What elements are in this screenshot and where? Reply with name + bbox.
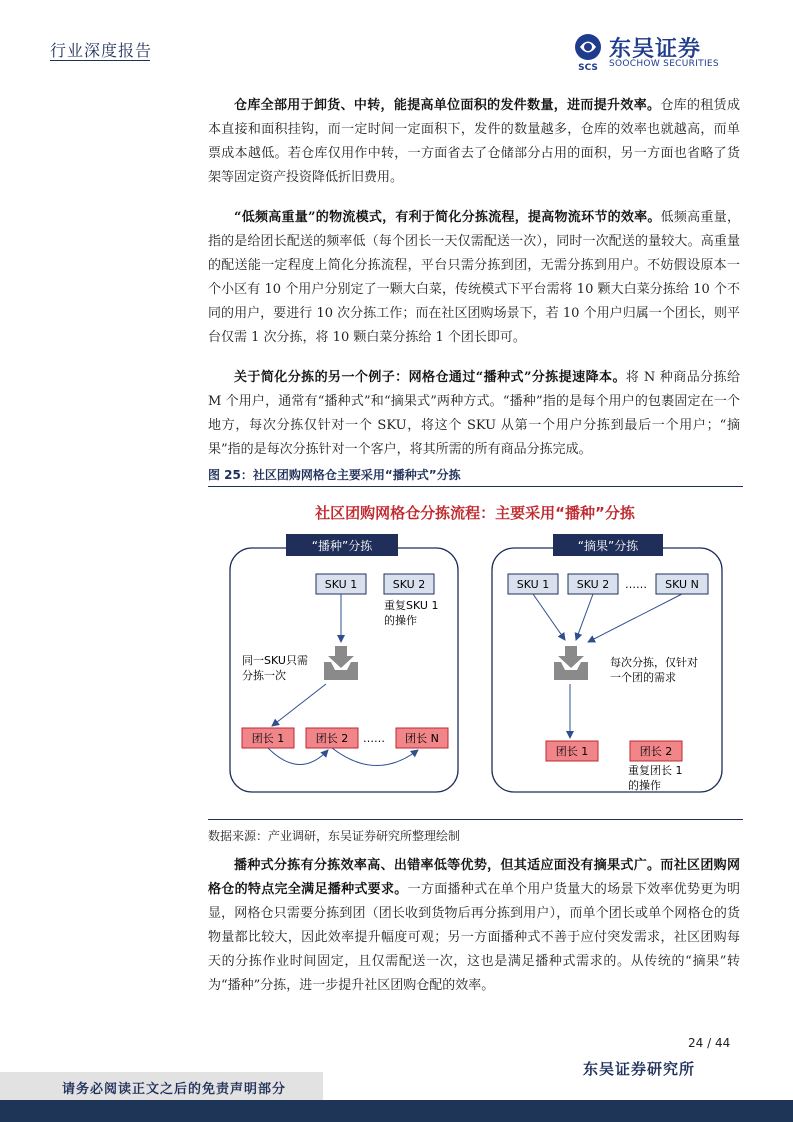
left-panel-label: “播种”分拣 [311, 539, 373, 553]
diagram-title: 社区团购网格仓分拣流程：主要采用“播种”分拣 [315, 504, 635, 522]
left-side-note-2: 分拣一次 [242, 669, 286, 682]
figure-rule-top [208, 486, 743, 487]
left-sku-2-label: SKU 2 [392, 578, 426, 591]
left-leader-n-label: 团长 N [405, 732, 439, 745]
right-arrow-sku-2 [576, 594, 593, 640]
right-side-note-2: 一个团的需求 [610, 671, 676, 684]
left-sort-icon [324, 646, 358, 680]
paragraph-2-body: 低频高重量，指的是给团长配送的频率低（每个团长一天仅需配送一次），同时一次配送的量较大。高重量的配送能一定程度上简化分拣流程，平台只需分拣到团，无需分拣到用户。不妨假设原本一个小区有 10 个用户分别定了一颗大白菜，传统模式下平台需将 10 颗大白菜分拣给 10 个不同的用户，要进行 10 次分拣工作；而在社区团购场景下，若 10 个用户归属一个团长，则平台仅需 1 次分拣，将 10 颗白菜分拣给 1 个团长即可。 [208, 210, 740, 345]
left-repeat-note-2: 的操作 [384, 614, 417, 627]
left-flow-arc-1 [268, 748, 328, 765]
left-leader-1-label: 团长 1 [251, 732, 285, 745]
right-sort-icon [554, 646, 588, 680]
right-repeat-note-2: 的操作 [628, 779, 661, 792]
right-leader-2-label: 团长 2 [639, 745, 673, 758]
paragraph-2-lead: “低频高重量”的物流模式，有利于简化分拣流程，提高物流环节的效率。 [234, 210, 661, 225]
logo-cn: 东吴证券 [609, 37, 702, 62]
paragraph-1 [208, 94, 740, 190]
right-ellipsis: …… [625, 578, 647, 591]
left-flow-arc-2 [332, 748, 418, 766]
right-side-note-1: 每次分拣，仅针对 [610, 656, 698, 669]
right-arrow-sku-n [588, 594, 682, 642]
paragraph-2 [208, 206, 740, 350]
figure-rule-bottom [208, 819, 743, 820]
institute-name: 东吴证券研究所 [583, 1060, 696, 1078]
right-repeat-note-1: 重复团长 1 [628, 764, 683, 777]
right-sku-2-label: SKU 2 [576, 578, 610, 591]
paragraph-3-body: 将 N 种商品分拣给 M 个用户，通常有“播种式”和“摘果式”两种方式。“播种”指的是每个用户的包裹固定在一个地方，每次分拣仅针对一个 SKU，将这个 SKU 从第一个用户分拣到最后一个用户；“摘果”指的是每次分拣针对一个客户，将其所需的所有商品分拣完成。 [208, 370, 740, 457]
figure-caption: 图 25：社区团购网格仓主要采用“播种式”分拣 [208, 468, 461, 482]
left-sort-arrow [272, 684, 326, 726]
right-leader-1-label: 团长 1 [555, 745, 589, 758]
sorting-diagram [208, 488, 743, 818]
paragraph-1-lead: 仓库全部用于卸货、中转，能提高单位面积的发件数量，进而提升效率。 [234, 98, 661, 113]
footer-band [0, 1100, 793, 1122]
right-panel-label: “摘果”分拣 [577, 539, 639, 553]
report-type: 行业深度报告 [50, 41, 153, 60]
paragraph-3 [208, 366, 740, 462]
left-side-note-1: 同一SKU只需 [242, 654, 308, 667]
left-repeat-note-1: 重复SKU 1 [384, 599, 439, 612]
paragraph-1-body: 仓库的租赁成本直接和面积挂钩，而一定时间一定面积下，发件的数量越多，仓库的效率也就越高，而单票成本越低。若仓库仅用作中转，一方面省去了仓储部分占用的面积，另一方面也省略了货架等固定资产投资降低折旧费用。 [208, 98, 740, 185]
figure-source: 数据来源：产业调研，东吴证券研究所整理绘制 [208, 829, 461, 843]
paragraph-4-body: 一方面播种式在单个用户货量大的场景下效率优势更为明显，网格仓只需要分拣到团（团长收到货物后再分拣到用户），而单个团长或单个网格仓的货物量都比较大，因此效率提升幅度可观；另一方面播种式不善于应付突发需求，社区团购每天的分拣作业时间固定，且仅需配送一次，这也是满足播种式需求的。从传统的“摘果”转为“播种”分拣，进一步提升社区团购仓配的效率。 [208, 882, 740, 993]
right-sku-n-label: SKU N [665, 578, 699, 591]
disclaimer-text: 请务必阅读正文之后的免责声明部分 [62, 1082, 287, 1097]
company-logo [571, 32, 741, 72]
right-arrow-sku-1 [533, 594, 565, 640]
logo-mark-text: SCS [578, 63, 598, 72]
left-leader-2-label: 团长 2 [315, 732, 349, 745]
logo-en: SOOCHOW SECURITIES [609, 59, 719, 69]
header-underline [50, 60, 150, 61]
page-number: 24 / 44 [688, 1036, 731, 1050]
logo-mark-icon [571, 32, 607, 72]
right-sku-1-label: SKU 1 [516, 578, 550, 591]
left-ellipsis: …… [363, 732, 385, 745]
paragraph-4-lead: 播种式分拣有分拣效率高、出错率低等优势，但其适应面没有摘果式广。而社区团购网格仓的特点完全满足播种式要求。 [208, 858, 740, 897]
left-sku-1-label: SKU 1 [324, 578, 358, 591]
paragraph-4 [208, 854, 740, 998]
paragraph-3-lead: 关于简化分拣的另一个例子：网格仓通过“播种式”分拣提速降本。 [234, 370, 626, 385]
